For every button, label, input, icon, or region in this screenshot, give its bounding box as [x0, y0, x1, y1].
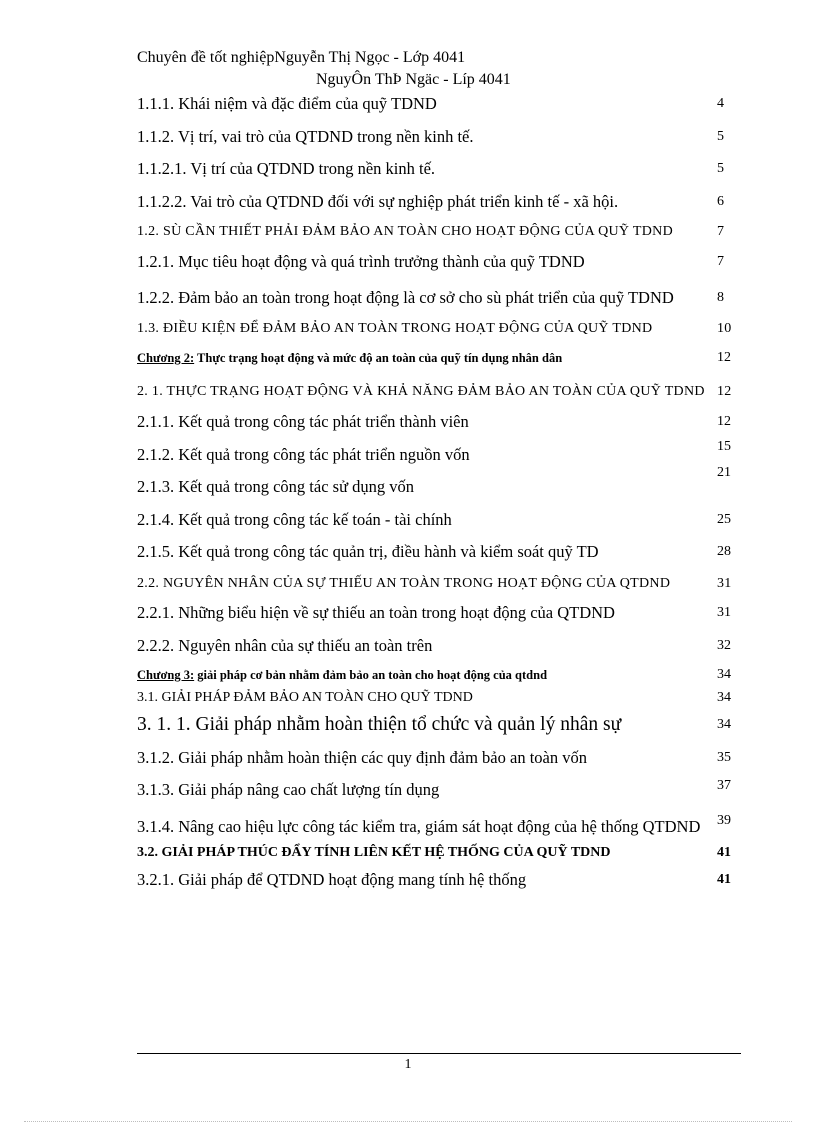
toc-entry-page: 12	[717, 384, 732, 399]
toc-entry-page: 12	[717, 350, 731, 365]
toc-entry-label: 1.2. SÙ CẦN THIẾT PHẢI ĐẢM BẢO AN TOÀN CHO HOẠT ĐỘNG CỦA QUỸ TDND	[137, 223, 673, 239]
chapter-label: Chương 2:	[137, 351, 195, 365]
toc-entry-label: 3.1.4. Nâng cao hiệu lực công tác kiểm tra, giám sát hoạt động của hệ thống QTDND	[137, 816, 701, 836]
footer-page-number: 1	[404, 1057, 412, 1072]
toc-entry-label: Thực trạng hoạt động và mức độ an toàn của quỹ tín dụng nhân dân	[194, 351, 563, 365]
toc-entry-page: 34	[717, 689, 731, 705]
toc-entry-page: 31	[717, 576, 732, 591]
toc-entry-label: 1.2.2. Đảm bảo an toàn trong hoạt động là cơ sở cho sù phát triển của quỹ TDND	[137, 288, 674, 307]
toc-section-heading[interactable]	[137, 689, 737, 707]
toc-entry-label: 3.1.2. Giải pháp nhằm hoàn thiện các quy định đảm bảo an toàn vốn	[137, 747, 587, 767]
toc-entry-page: 41	[717, 871, 731, 887]
toc-entry-label: 3.1. GIẢI PHÁP ĐẢM BẢO AN TOÀN CHO QUỸ TDND	[137, 689, 473, 705]
toc-entry-page: 4	[717, 96, 724, 111]
toc-entry-label: 1.1.2. Vị trí, vai trò của QTDND trong nền kinh tế.	[137, 126, 474, 146]
toc-entry[interactable]	[137, 779, 737, 801]
toc-entry[interactable]	[137, 283, 737, 313]
toc-entry-page: 10	[717, 321, 732, 336]
toc-entry[interactable]	[137, 602, 737, 624]
toc-entry[interactable]	[137, 411, 737, 433]
toc-entry-label: 2.1.3. Kết quả trong công tác sử dụng vốn	[137, 477, 415, 496]
toc-entry[interactable]	[137, 747, 737, 769]
toc-entry-page: 5	[717, 161, 724, 176]
toc-entry-page: 21	[717, 465, 731, 480]
toc-entry-label: 2. 1. THỰC TRẠNG HOẠT ĐỘNG VÀ KHẢ NĂNG ĐẢM BẢO AN TOÀN CỦA QUỸ TDND	[137, 384, 705, 399]
toc-entry-page: 34	[717, 666, 731, 682]
toc-entry-label: 2.2.1. Những biểu hiện về sự thiếu an toàn trong hoạt động của QTDND	[137, 603, 615, 622]
toc-entry[interactable]	[137, 541, 737, 563]
chapter-label: Chương 3:	[137, 667, 195, 682]
toc-section-heading[interactable]	[137, 571, 737, 596]
toc-entry-page: 7	[717, 223, 725, 239]
toc-entry-page: 32	[717, 637, 731, 653]
toc-entry-page: 15	[717, 438, 731, 454]
table-of-contents	[137, 93, 737, 901]
toc-entry-label: 1.1.2.2. Vai trò của QTDND đối với sự nghiệp phát triển kinh tế - xã hội.	[137, 191, 619, 211]
toc-entry-page: 35	[717, 749, 731, 765]
toc-entry-label: 2.2.2. Nguyên nhân của sự thiếu an toàn trên	[137, 635, 433, 655]
toc-section-heading[interactable]	[137, 315, 737, 342]
toc-entry[interactable]	[137, 93, 737, 115]
toc-entry[interactable]	[137, 191, 737, 213]
toc-section-heading[interactable]	[137, 842, 737, 864]
toc-entry[interactable]	[137, 812, 737, 842]
toc-entry-page: 25	[717, 511, 731, 527]
toc-entry-label: 1.2.1. Mục tiêu hoạt động và quá trình trưởng thành của quỹ TDND	[137, 251, 585, 271]
toc-entry[interactable]	[137, 126, 737, 148]
toc-entry[interactable]	[137, 635, 737, 657]
toc-entry-page: 41	[717, 844, 731, 860]
toc-entry-page: 12	[717, 414, 731, 429]
toc-entry-page: 34	[717, 716, 731, 732]
toc-entry-label: 3.2. GIẢI PHÁP THÚC ĐẨY TÍNH LIÊN KẾT HỆ THỐNG CỦA QUỸ TDND	[137, 844, 611, 860]
toc-chapter-heading[interactable]	[137, 349, 737, 367]
toc-entry-label: 3. 1. 1. Giải pháp nhằm hoàn thiện tổ chức và quản lý nhân sự	[137, 713, 622, 735]
toc-entry-page: 5	[717, 128, 724, 144]
toc-entry[interactable]	[137, 465, 737, 498]
toc-entry[interactable]	[137, 158, 737, 180]
toc-entry[interactable]	[137, 438, 737, 466]
toc-entry-label: 1.3. ĐIỀU KIỆN ĐỂ ĐẢM BẢO AN TOÀN TRONG HOẠT ĐỘNG CỦA QUỸ TDND	[137, 321, 653, 336]
toc-section-heading[interactable]	[137, 219, 737, 244]
toc-chapter-heading[interactable]	[137, 666, 737, 684]
toc-entry-label: 2.1.4. Kết quả trong công tác kế toán - tài chính	[137, 509, 452, 529]
toc-entry-label: 2.2. NGUYÊN NHÂN CỦA SỰ THIẾU AN TOÀN TRONG HOẠT ĐỘNG CỦA QTDND	[137, 576, 671, 591]
toc-entry-label: giải pháp cơ bản nhằm đảm bảo an toàn cho hoạt động của qtdnd	[194, 667, 548, 682]
toc-entry[interactable]	[137, 869, 737, 891]
toc-entry-label: 2.1.1. Kết quả trong công tác phát triển thành viên	[137, 412, 469, 431]
toc-entry-label: 3.1.3. Giải pháp nâng cao chất lượng tín dụng	[137, 780, 440, 799]
toc-entry[interactable]	[137, 509, 737, 531]
toc-entry-label: 3.2.1. Giải pháp để QTDND hoạt động mang tính hệ thống	[137, 869, 527, 889]
toc-entry-page: 6	[717, 193, 724, 209]
toc-entry[interactable]	[137, 251, 737, 273]
document-header-legacy-encoding: NguyÔn ThÞ Ngäc - Líp 4041	[316, 71, 511, 88]
toc-entry-page: 31	[717, 605, 731, 620]
toc-entry-page: 7	[717, 253, 724, 269]
page-bottom-dotted-edge	[24, 1121, 792, 1122]
toc-entry-label: 2.1.5. Kết quả trong công tác quản trị, điều hành và kiểm soát quỹ TD	[137, 542, 599, 561]
footer-divider	[137, 1053, 741, 1054]
toc-entry-page: 37	[717, 778, 731, 793]
toc-entry-label: 1.1.2.1. Vị trí của QTDND trong nền kinh tế.	[137, 159, 436, 178]
toc-entry-label: 2.1.2. Kết quả trong công tác phát triển nguồn vốn	[137, 444, 470, 464]
toc-entry-page: 8	[717, 290, 724, 305]
toc-entry-page: 28	[717, 544, 731, 559]
toc-entry-page: 39	[717, 812, 731, 828]
document-header-name: Chuyên đề tốt nghiệpNguyễn Thị Ngọc - Lớp 4041	[137, 49, 466, 66]
toc-entry[interactable]	[137, 713, 737, 737]
toc-entry-label: 1.1.1. Khái niệm và đặc điểm của quỹ TDND	[137, 94, 437, 113]
toc-section-heading[interactable]	[137, 379, 737, 404]
